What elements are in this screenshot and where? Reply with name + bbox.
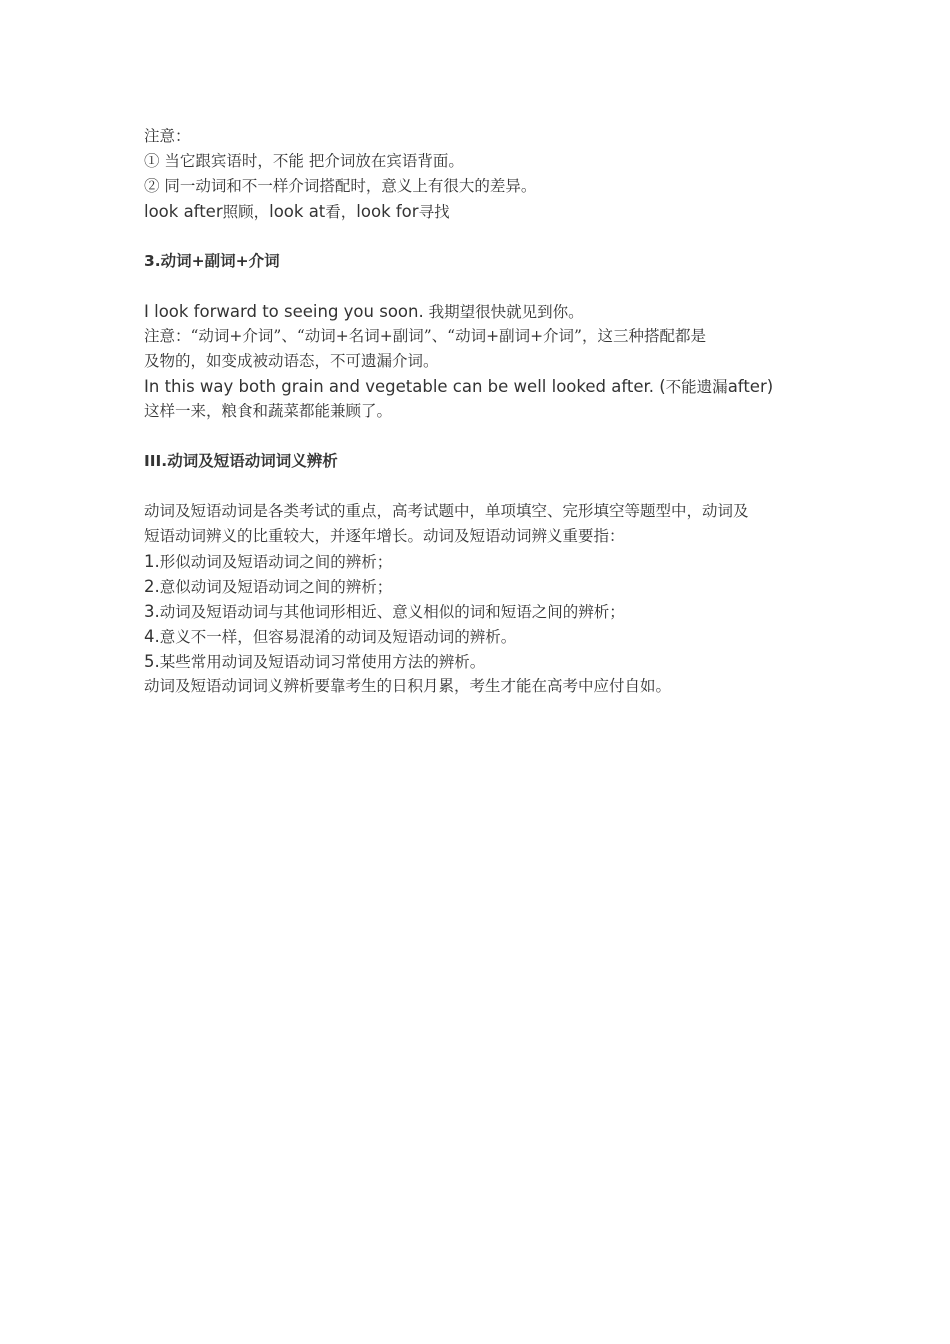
list-item-number: 3. bbox=[144, 602, 160, 621]
section-3-example bbox=[144, 299, 814, 324]
meaning-look-after: 照顾， bbox=[222, 203, 270, 221]
list-item-text: 某些常用动词及短语动词习常使用方法的辨析。 bbox=[159, 653, 486, 671]
list-item bbox=[144, 549, 814, 574]
list-item-number: 5. bbox=[144, 652, 160, 671]
section-iii-intro-line-1: 动词及短语动词是各类考试的重点，高考试题中，单项填空、完形填空等题型中，动词及 bbox=[144, 502, 749, 520]
phrase-look-after: look after bbox=[144, 202, 223, 221]
example-english: I look forward to seeing you soon. bbox=[144, 302, 424, 321]
section-3-example-2 bbox=[144, 374, 814, 399]
meaning-look-for: 寻找 bbox=[418, 203, 450, 221]
section-3-heading: 3.动词+副词+介词 bbox=[144, 252, 280, 270]
list-item-text: 意义不一样，但容易混淆的动词及短语动词的辨析。 bbox=[159, 628, 517, 646]
list-item-number: 4. bbox=[144, 627, 160, 646]
section-3-example-2-translation: 这样一来，粮食和蔬菜都能兼顾了。 bbox=[144, 402, 393, 420]
example-2-english: In this way both grain and vegetable can be well looked after. ( bbox=[144, 377, 666, 396]
list-item bbox=[144, 649, 814, 674]
section-iii-intro-line-2: 短语动词辨义的比重较大，并逐年增长。动词及短语动词辨义重要指： bbox=[144, 527, 625, 545]
list-item bbox=[144, 624, 814, 649]
list-item-number: 1. bbox=[144, 552, 160, 571]
list-item-text: 形似动词及短语动词之间的辨析； bbox=[159, 553, 393, 571]
list-item bbox=[144, 574, 814, 599]
section-iii-heading: III.动词及短语动词词义辨析 bbox=[144, 452, 338, 470]
phrase-look-at: look at bbox=[269, 202, 326, 221]
section-3-note-line-2: 及物的，如变成被动语态，不可遗漏介词。 bbox=[144, 352, 439, 370]
note-item-2: ② 同一动词和不一样介词搭配时，意义上有很大的差异。 bbox=[144, 177, 537, 195]
phrase-look-for: look for bbox=[356, 202, 419, 221]
example-2-note: 不能遗漏 bbox=[665, 378, 728, 396]
document-page bbox=[144, 124, 814, 699]
list-item-text: 意似动词及短语动词之间的辨析； bbox=[159, 578, 393, 596]
section-iii-closing: 动词及短语动词词义辨析要靠考生的日积月累，考生才能在高考中应付自如。 bbox=[144, 677, 672, 695]
list-item bbox=[144, 599, 814, 624]
example-chinese: 我期望很快就见到你。 bbox=[428, 303, 584, 321]
note-title: 注意： bbox=[144, 127, 191, 145]
look-examples-line bbox=[144, 199, 814, 224]
list-item-number: 2. bbox=[144, 577, 160, 596]
list-item-text: 动词及短语动词与其他词形相近、意义相似的词和短语之间的辨析； bbox=[159, 603, 625, 621]
meaning-look-at: 看， bbox=[325, 203, 357, 221]
section-3-note-line-1: 注意：“动词+介词”、“动词+名词+副词”、“动词+副词+介词”，这三种搭配都是 bbox=[144, 327, 706, 345]
note-item-1: ① 当它跟宾语时，不能 把介词放在宾语背面。 bbox=[144, 152, 464, 170]
example-2-english-tail: after) bbox=[727, 377, 774, 396]
